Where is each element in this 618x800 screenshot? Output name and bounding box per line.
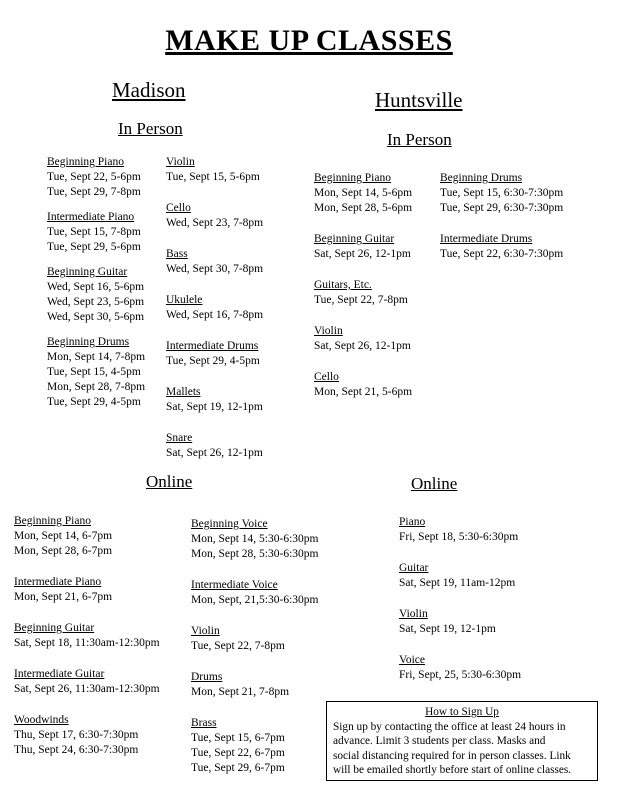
class-name: Beginning Drums	[47, 336, 130, 348]
madison-online-heading: Online	[146, 472, 193, 491]
class-session: Tue, Sept 15, 6:30-7:30pm	[440, 187, 564, 199]
class-group	[166, 247, 263, 277]
class-session: Fri, Sept, 25, 5:30-6:30pm	[399, 669, 522, 681]
class-session: Wed, Sept 16, 7-8pm	[166, 309, 264, 321]
class-group	[399, 653, 521, 683]
class-session: Tue, Sept 22, 7-8pm	[191, 640, 285, 652]
class-session: Mon, Sept 14, 5:30-6:30pm	[191, 533, 319, 545]
class-name: Violin	[166, 156, 195, 168]
class-session: Tue, Sept 15, 7-8pm	[47, 226, 141, 238]
class-name: Intermediate Guitar	[14, 668, 105, 680]
class-session: Mon, Sept 21, 6-7pm	[14, 591, 113, 603]
class-group	[399, 561, 521, 591]
class-name: Beginning Piano	[314, 172, 391, 184]
class-name: Intermediate Drums	[440, 233, 533, 245]
madison-in-person-col2	[166, 155, 263, 461]
class-session: Tue, Sept 29, 5-6pm	[47, 241, 141, 253]
class-session: Mon, Sept 14, 6-7pm	[14, 530, 113, 542]
signup-line: social distancing required for in person classes. Link	[333, 749, 571, 762]
class-group	[47, 210, 145, 255]
class-name: Drums	[191, 671, 223, 683]
class-name: Intermediate Drums	[166, 340, 259, 352]
signup-line: will be emailed shortly before start of online classes.	[333, 764, 572, 776]
class-group	[166, 293, 263, 323]
class-group	[14, 713, 160, 758]
class-group	[166, 385, 263, 415]
class-session: Thu, Sept 17, 6:30-7:30pm	[14, 729, 139, 741]
class-name: Beginning Guitar	[14, 622, 95, 634]
class-session: Sat, Sept 26, 12-1pm	[166, 447, 263, 459]
class-group	[399, 515, 521, 545]
class-name: Beginning Guitar	[47, 266, 128, 278]
class-session: Mon, Sept 28, 5:30-6:30pm	[191, 548, 319, 560]
class-session: Tue, Sept 29, 4-5pm	[166, 355, 260, 367]
class-session: Wed, Sept 30, 7-8pm	[166, 263, 264, 275]
class-session: Mon, Sept 28, 5-6pm	[314, 202, 413, 214]
class-group	[14, 667, 160, 697]
huntsville-in-person-heading: In Person	[387, 130, 452, 149]
class-group	[399, 607, 521, 637]
class-name: Beginning Guitar	[314, 233, 395, 245]
class-name: Voice	[399, 654, 425, 666]
class-name: Brass	[191, 717, 217, 729]
class-name: Bass	[166, 248, 188, 260]
class-session: Sat, Sept 26, 12-1pm	[314, 248, 411, 260]
class-session: Tue, Sept 22, 5-6pm	[47, 171, 141, 183]
class-group	[314, 171, 412, 216]
class-name: Mallets	[166, 386, 201, 398]
class-name: Violin	[399, 608, 428, 620]
class-group	[14, 575, 160, 605]
class-name: Piano	[399, 516, 426, 528]
signup-line: advance. Limit 3 students per class. Masks and	[333, 735, 546, 747]
class-name: Cello	[166, 202, 191, 214]
class-session: Sat, Sept 26, 11:30am-12:30pm	[14, 683, 160, 695]
class-name: Cello	[314, 371, 339, 383]
class-session: Sat, Sept 18, 11:30am-12:30pm	[14, 637, 160, 649]
class-session: Mon, Sept, 21,5:30-6:30pm	[191, 594, 319, 606]
class-name: Intermediate Piano	[14, 576, 102, 588]
class-group	[14, 621, 160, 651]
class-session: Wed, Sept 23, 7-8pm	[166, 217, 264, 229]
huntsville-online-col1	[399, 515, 521, 683]
class-group	[191, 624, 318, 654]
class-session: Thu, Sept 24, 6:30-7:30pm	[14, 744, 139, 756]
class-session: Mon, Sept 14, 5-6pm	[314, 187, 413, 199]
madison-online-col2	[191, 517, 318, 776]
class-group	[191, 578, 318, 608]
class-name: Violin	[191, 625, 220, 637]
class-group	[47, 335, 145, 410]
class-session: Tue, Sept 22, 6:30-7:30pm	[440, 248, 564, 260]
madison-heading: Madison	[112, 78, 186, 102]
class-session: Fri, Sept 18, 5:30-6:30pm	[399, 531, 519, 543]
class-name: Ukulele	[166, 294, 203, 306]
class-session: Mon, Sept 28, 6-7pm	[14, 545, 113, 557]
class-session: Wed, Sept 30, 5-6pm	[47, 311, 145, 323]
class-name: Intermediate Voice	[191, 579, 278, 591]
class-session: Sat, Sept 19, 11am-12pm	[399, 577, 516, 589]
class-group	[47, 265, 145, 325]
class-group	[440, 232, 563, 262]
class-group	[314, 370, 412, 400]
class-group	[191, 517, 318, 562]
class-session: Sat, Sept 19, 12-1pm	[166, 401, 263, 413]
page-title: MAKE UP CLASSES	[165, 24, 453, 57]
class-group	[47, 155, 145, 200]
class-session: Mon, Sept 21, 5-6pm	[314, 386, 413, 398]
madison-online-col1	[14, 514, 160, 758]
class-session: Tue, Sept 29, 4-5pm	[47, 396, 141, 408]
huntsville-heading: Huntsville	[375, 88, 463, 112]
class-session: Tue, Sept 29, 6-7pm	[191, 762, 285, 774]
class-group	[314, 324, 412, 354]
class-group	[191, 716, 318, 776]
class-session: Sat, Sept 19, 12-1pm	[399, 623, 496, 635]
signup-line: Sign up by contacting the office at least 24 hours in	[333, 720, 566, 733]
class-name: Violin	[314, 325, 343, 337]
class-session: Tue, Sept 15, 5-6pm	[166, 171, 260, 183]
class-group	[166, 431, 263, 461]
class-group	[166, 201, 263, 231]
class-name: Guitars, Etc.	[314, 279, 372, 291]
huntsville-online-heading: Online	[411, 474, 458, 493]
madison-in-person-heading: In Person	[118, 119, 183, 138]
class-name: Woodwinds	[14, 714, 69, 726]
class-group	[191, 670, 318, 700]
class-group	[440, 171, 563, 216]
class-session: Tue, Sept 22, 7-8pm	[314, 294, 408, 306]
class-group	[314, 278, 412, 308]
class-session: Mon, Sept 28, 7-8pm	[47, 381, 146, 393]
class-session: Tue, Sept 15, 4-5pm	[47, 366, 141, 378]
class-name: Beginning Piano	[47, 156, 124, 168]
class-name: Snare	[166, 432, 193, 444]
class-name: Guitar	[399, 562, 429, 574]
class-name: Beginning Drums	[440, 172, 523, 184]
class-session: Mon, Sept 21, 7-8pm	[191, 686, 290, 698]
class-session: Wed, Sept 16, 5-6pm	[47, 281, 145, 293]
class-session: Mon, Sept 14, 7-8pm	[47, 351, 146, 363]
huntsville-in-person-col2	[440, 171, 563, 262]
class-session: Wed, Sept 23, 5-6pm	[47, 296, 145, 308]
signup-title: How to Sign Up	[425, 706, 499, 718]
class-session: Tue, Sept 22, 6-7pm	[191, 747, 285, 759]
class-group	[314, 232, 412, 262]
class-session: Tue, Sept 29, 7-8pm	[47, 186, 141, 198]
class-session: Tue, Sept 29, 6:30-7:30pm	[440, 202, 564, 214]
class-group	[166, 155, 263, 185]
huntsville-in-person-col1	[314, 171, 412, 400]
class-name: Intermediate Piano	[47, 211, 135, 223]
class-session: Tue, Sept 15, 6-7pm	[191, 732, 285, 744]
class-name: Beginning Piano	[14, 515, 91, 527]
class-name: Beginning Voice	[191, 518, 268, 530]
class-group	[166, 339, 263, 369]
madison-in-person-col1	[47, 155, 145, 410]
signup-box	[326, 701, 598, 781]
class-session: Sat, Sept 26, 12-1pm	[314, 340, 411, 352]
class-group	[14, 514, 160, 559]
